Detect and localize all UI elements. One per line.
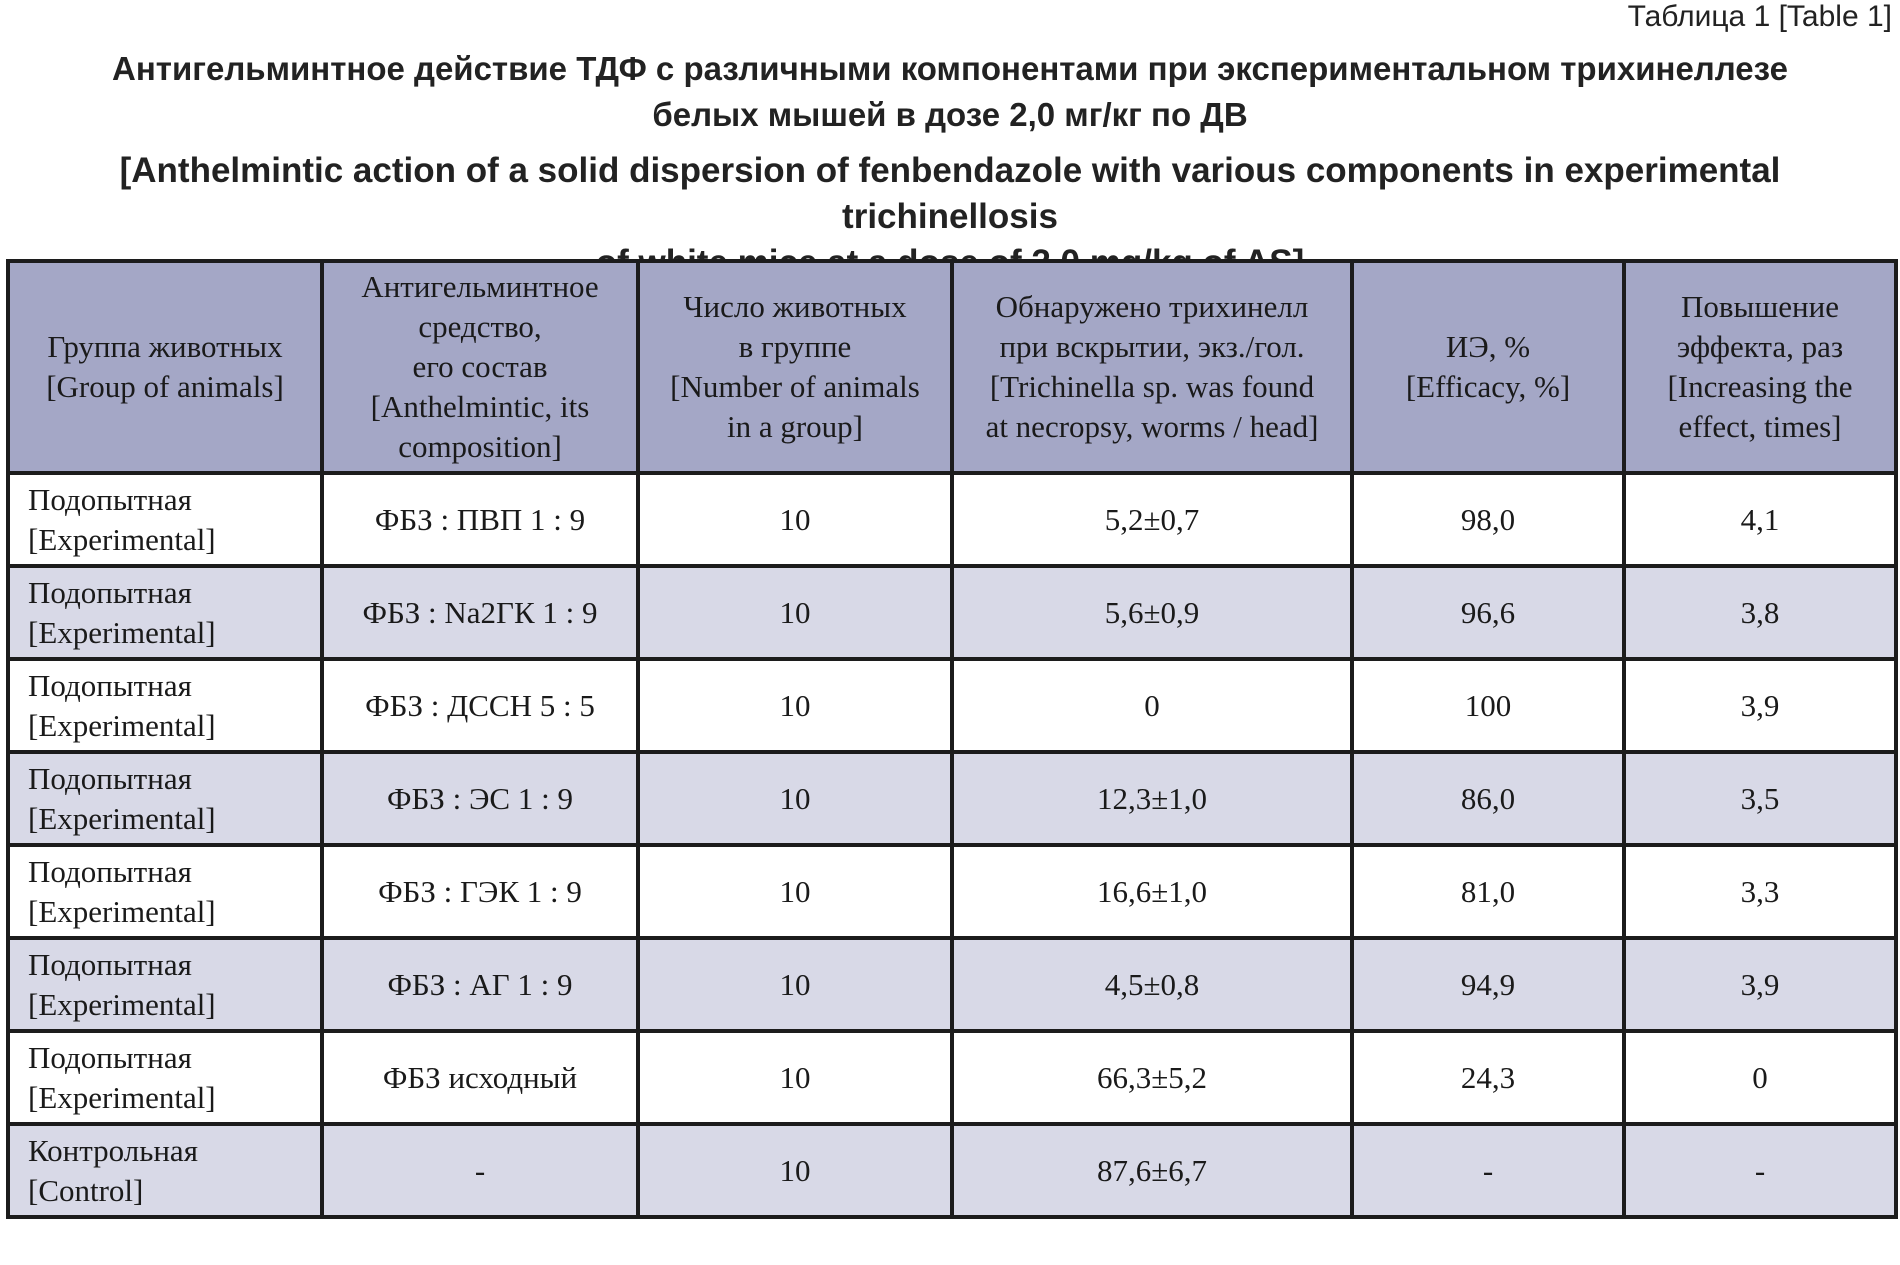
cell-found: 5,2±0,7 <box>952 473 1352 566</box>
table-row <box>8 845 1896 938</box>
cell-agent: - <box>322 1124 638 1217</box>
cell-agent: ФБЗ : ЭС 1 : 9 <box>322 752 638 845</box>
cell-efficacy: 81,0 <box>1352 845 1624 938</box>
cell-efficacy: 24,3 <box>1352 1031 1624 1124</box>
cell-increase: 0 <box>1624 1031 1896 1124</box>
cell-animals: 10 <box>638 752 952 845</box>
cell-group: Подопытная [Experimental] <box>8 659 322 752</box>
cell-efficacy: 100 <box>1352 659 1624 752</box>
cell-efficacy: 86,0 <box>1352 752 1624 845</box>
header-efficacy: ИЭ, % [Efficacy, %] <box>1352 261 1624 473</box>
header-group: Группа животных [Group of animals] <box>8 261 322 473</box>
cell-increase: 3,9 <box>1624 938 1896 1031</box>
cell-animals: 10 <box>638 938 952 1031</box>
cell-increase: 3,3 <box>1624 845 1896 938</box>
table-row <box>8 473 1896 566</box>
table-title <box>0 46 1900 286</box>
cell-agent: ФБЗ исходный <box>322 1031 638 1124</box>
header-agent: Антигельминтное средство, его состав [Anthelmintic, its composition] <box>322 261 638 473</box>
cell-group: Подопытная [Experimental] <box>8 938 322 1031</box>
cell-animals: 10 <box>638 473 952 566</box>
cell-found: 0 <box>952 659 1352 752</box>
cell-found: 4,5±0,8 <box>952 938 1352 1031</box>
table-row <box>8 566 1896 659</box>
cell-efficacy: 98,0 <box>1352 473 1624 566</box>
cell-agent: ФБЗ : АГ 1 : 9 <box>322 938 638 1031</box>
table-row <box>8 1031 1896 1124</box>
title-russian <box>60 46 1840 138</box>
header-animals: Число животных в группе [Number of animals in a group] <box>638 261 952 473</box>
cell-agent: ФБЗ : ДССН 5 : 5 <box>322 659 638 752</box>
cell-group: Подопытная [Experimental] <box>8 473 322 566</box>
cell-increase: 3,8 <box>1624 566 1896 659</box>
cell-animals: 10 <box>638 566 952 659</box>
cell-increase: 3,9 <box>1624 659 1896 752</box>
cell-group: Подопытная [Experimental] <box>8 566 322 659</box>
cell-increase: - <box>1624 1124 1896 1217</box>
cell-agent: ФБЗ : Na2ГК 1 : 9 <box>322 566 638 659</box>
title-ru-line: белых мышей в дозе 2,0 мг/кг по ДВ <box>652 96 1248 133</box>
cell-found: 5,6±0,9 <box>952 566 1352 659</box>
cell-group: Подопытная [Experimental] <box>8 1031 322 1124</box>
cell-animals: 10 <box>638 659 952 752</box>
cell-animals: 10 <box>638 1031 952 1124</box>
cell-found: 16,6±1,0 <box>952 845 1352 938</box>
table-row <box>8 1124 1896 1217</box>
header-found: Обнаружено трихинелл при вскрытии, экз./гол. [Trichinella sp. was found at necropsy, worms / head] <box>952 261 1352 473</box>
cell-increase: 4,1 <box>1624 473 1896 566</box>
table-row <box>8 659 1896 752</box>
title-ru-line: Антигельминтное действие ТДФ с различными компонентами при экспериментальном трихинеллезе <box>112 50 1788 87</box>
header-row <box>8 261 1896 473</box>
cell-found: 66,3±5,2 <box>952 1031 1352 1124</box>
cell-agent: ФБЗ : ГЭК 1 : 9 <box>322 845 638 938</box>
cell-efficacy: 94,9 <box>1352 938 1624 1031</box>
title-en-line: [Anthelmintic action of a solid dispersion of fenbendazole with various components in experimental trichinellosis <box>119 151 1781 236</box>
table-label: Таблица 1 [Table 1] <box>1627 0 1892 33</box>
table-row <box>8 938 1896 1031</box>
cell-animals: 10 <box>638 845 952 938</box>
results-table-container <box>6 259 1894 1219</box>
cell-found: 87,6±6,7 <box>952 1124 1352 1217</box>
cell-agent: ФБЗ : ПВП 1 : 9 <box>322 473 638 566</box>
cell-found: 12,3±1,0 <box>952 752 1352 845</box>
results-table <box>6 259 1898 1219</box>
header-increase: Повышение эффекта, раз [Increasing the effect, times] <box>1624 261 1896 473</box>
cell-increase: 3,5 <box>1624 752 1896 845</box>
cell-animals: 10 <box>638 1124 952 1217</box>
cell-efficacy: 96,6 <box>1352 566 1624 659</box>
cell-efficacy: - <box>1352 1124 1624 1217</box>
table-row <box>8 752 1896 845</box>
cell-group: Контрольная [Control] <box>8 1124 322 1217</box>
cell-group: Подопытная [Experimental] <box>8 752 322 845</box>
cell-group: Подопытная [Experimental] <box>8 845 322 938</box>
